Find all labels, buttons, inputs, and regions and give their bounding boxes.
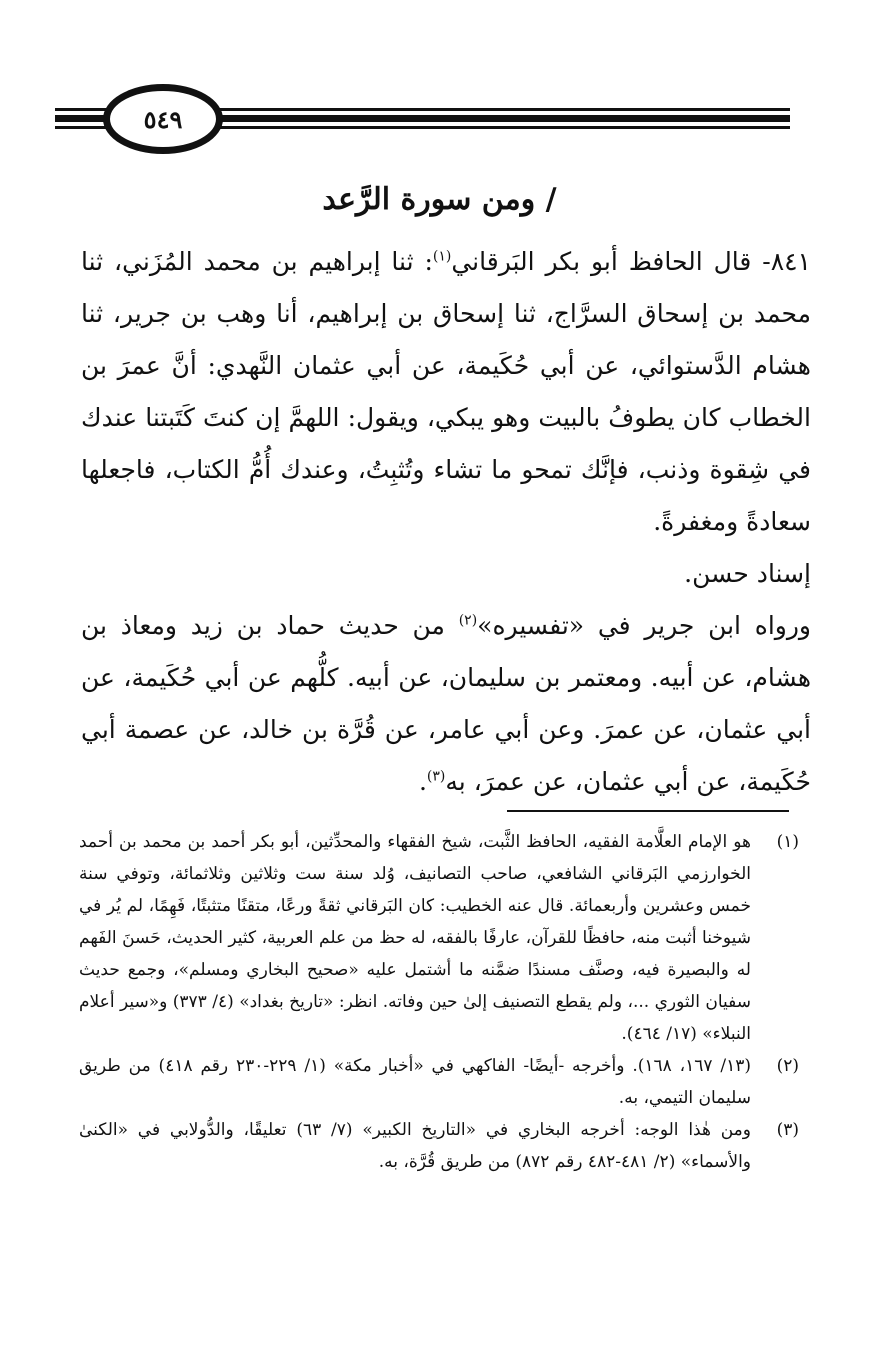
footnote-number: (٢) <box>776 1056 799 1076</box>
page-number: ٥٤٩ <box>143 104 183 134</box>
footnote-number: (١) <box>776 832 799 852</box>
footnotes <box>79 826 799 1178</box>
main-text <box>81 236 811 808</box>
grading-paragraph <box>81 548 811 600</box>
hadith-body: : ثنا إبراهيم بن محمد المُزَني، ثنا محمد بن إسحاق السرَّاج، ثنا إسحاق بن إبراهيم، أنا وهب بن جرير، ثنا هشام الدَّستوائي، عن أبي حُكَيمة، عن أبي عثمان النَّهدي: أنَّ عمرَ بن الخطاب كان يطوفُ بالبيت وهو يبكي، ويقول: اللهمَّ إن كنتَ كَتَبتنا عندك في شِقوة وذنب، فإنَّك تمحو ما تشاء وتُثبِتُ، وعندك أُمُّ الكتاب، فاجعلها سعادةً ومغفرةً. <box>81 247 811 536</box>
footnote-ref-2: (٢) <box>458 612 478 629</box>
narration-paragraph <box>81 600 811 808</box>
footnote-text: ومن هٰذا الوجه: أخرجه البخاري في «التاريخ الكبير» (٧/ ٦٣) تعليقًا، والدُّولابي في «الكنىٰ والأسماء» (٢/ ٤٨١-٤٨٢ رقم ٨٧٢) من طريق قُرَّة، به. <box>79 1120 751 1172</box>
grading-text: إسناد حسن. <box>684 559 811 588</box>
footnote-number: (٣) <box>776 1120 799 1140</box>
hadith-intro: ٨٤١- قال الحافظ أبو بكر البَرقاني <box>451 247 811 276</box>
narration-end: . <box>418 767 427 796</box>
page-number-oval <box>103 84 223 154</box>
footnote-separator <box>507 810 789 812</box>
footnote-1 <box>79 826 799 1050</box>
narration-intro: ورواه ابن جرير في «تفسيره» <box>477 611 811 640</box>
narration-body: من حديث حماد بن زيد ومعاذ بن هشام، عن أبيه. ومعتمر بن سليمان، عن أبيه. كلُّهم عن أبي حُكَيمة، عن أبي عثمان، عن عمرَ. وعن أبي عامر، عن قُرَّة بن خالد، عن عصمة أبي حُكَيمة، عن أبي عثمان، عن عمرَ، به <box>81 611 811 796</box>
footnote-3 <box>79 1114 799 1178</box>
footnote-text: هو الإمام العلَّامة الفقيه، الحافظ الثَّبت، شيخ الفقهاء والمحدِّثين، أبو بكر أحمد بن محمد بن أحمد الخوارزمي البَرقاني الشافعي، صاحب التصانيف، وُلد سنة ست وثلاثين وثلاثمائة، وتوفي سنة خمس وعشرين وأربعمائة. قال عنه الخطيب: كان البَرقاني ثقةً ورعًا، متقنًا متثبتًا، فَهِمًا، لم يُر في شيوخنا أثبت منه، حافظًا للقرآن، عارفًا بالفقه، له حظ من علم العربية، كثير الحديث، حَسنَ الفَهم له والبصيرة فيه، وصنَّف مسندًا ضمَّنه ما أشتمل عليه «صحيح البخاري ومسلم»، وجمع حديث سفيان الثوري ...، ولم يقطع التصنيف إلىٰ حين وفاته. انظر: «تاريخ بغداد» (٤/ ٣٧٣) و«سير أعلام النبلاء» (١٧/ ٤٦٤). <box>79 832 751 1044</box>
page-header <box>55 84 790 154</box>
footnote-ref-3: (٣) <box>426 768 446 785</box>
footnote-2 <box>79 1050 799 1114</box>
chapter-title: / ومن سورة الرَّعد <box>322 182 557 217</box>
footnote-ref-1: (١) <box>432 248 452 265</box>
footnote-text: (١٣/ ١٦٧، ١٦٨). وأخرجه -أيضًا- الفاكهي في «أخبار مكة» (١/ ٢٢٩-٢٣٠ رقم ٤١٨) من طريق سليمان التيمي، به. <box>79 1056 752 1108</box>
hadith-paragraph <box>81 236 811 548</box>
